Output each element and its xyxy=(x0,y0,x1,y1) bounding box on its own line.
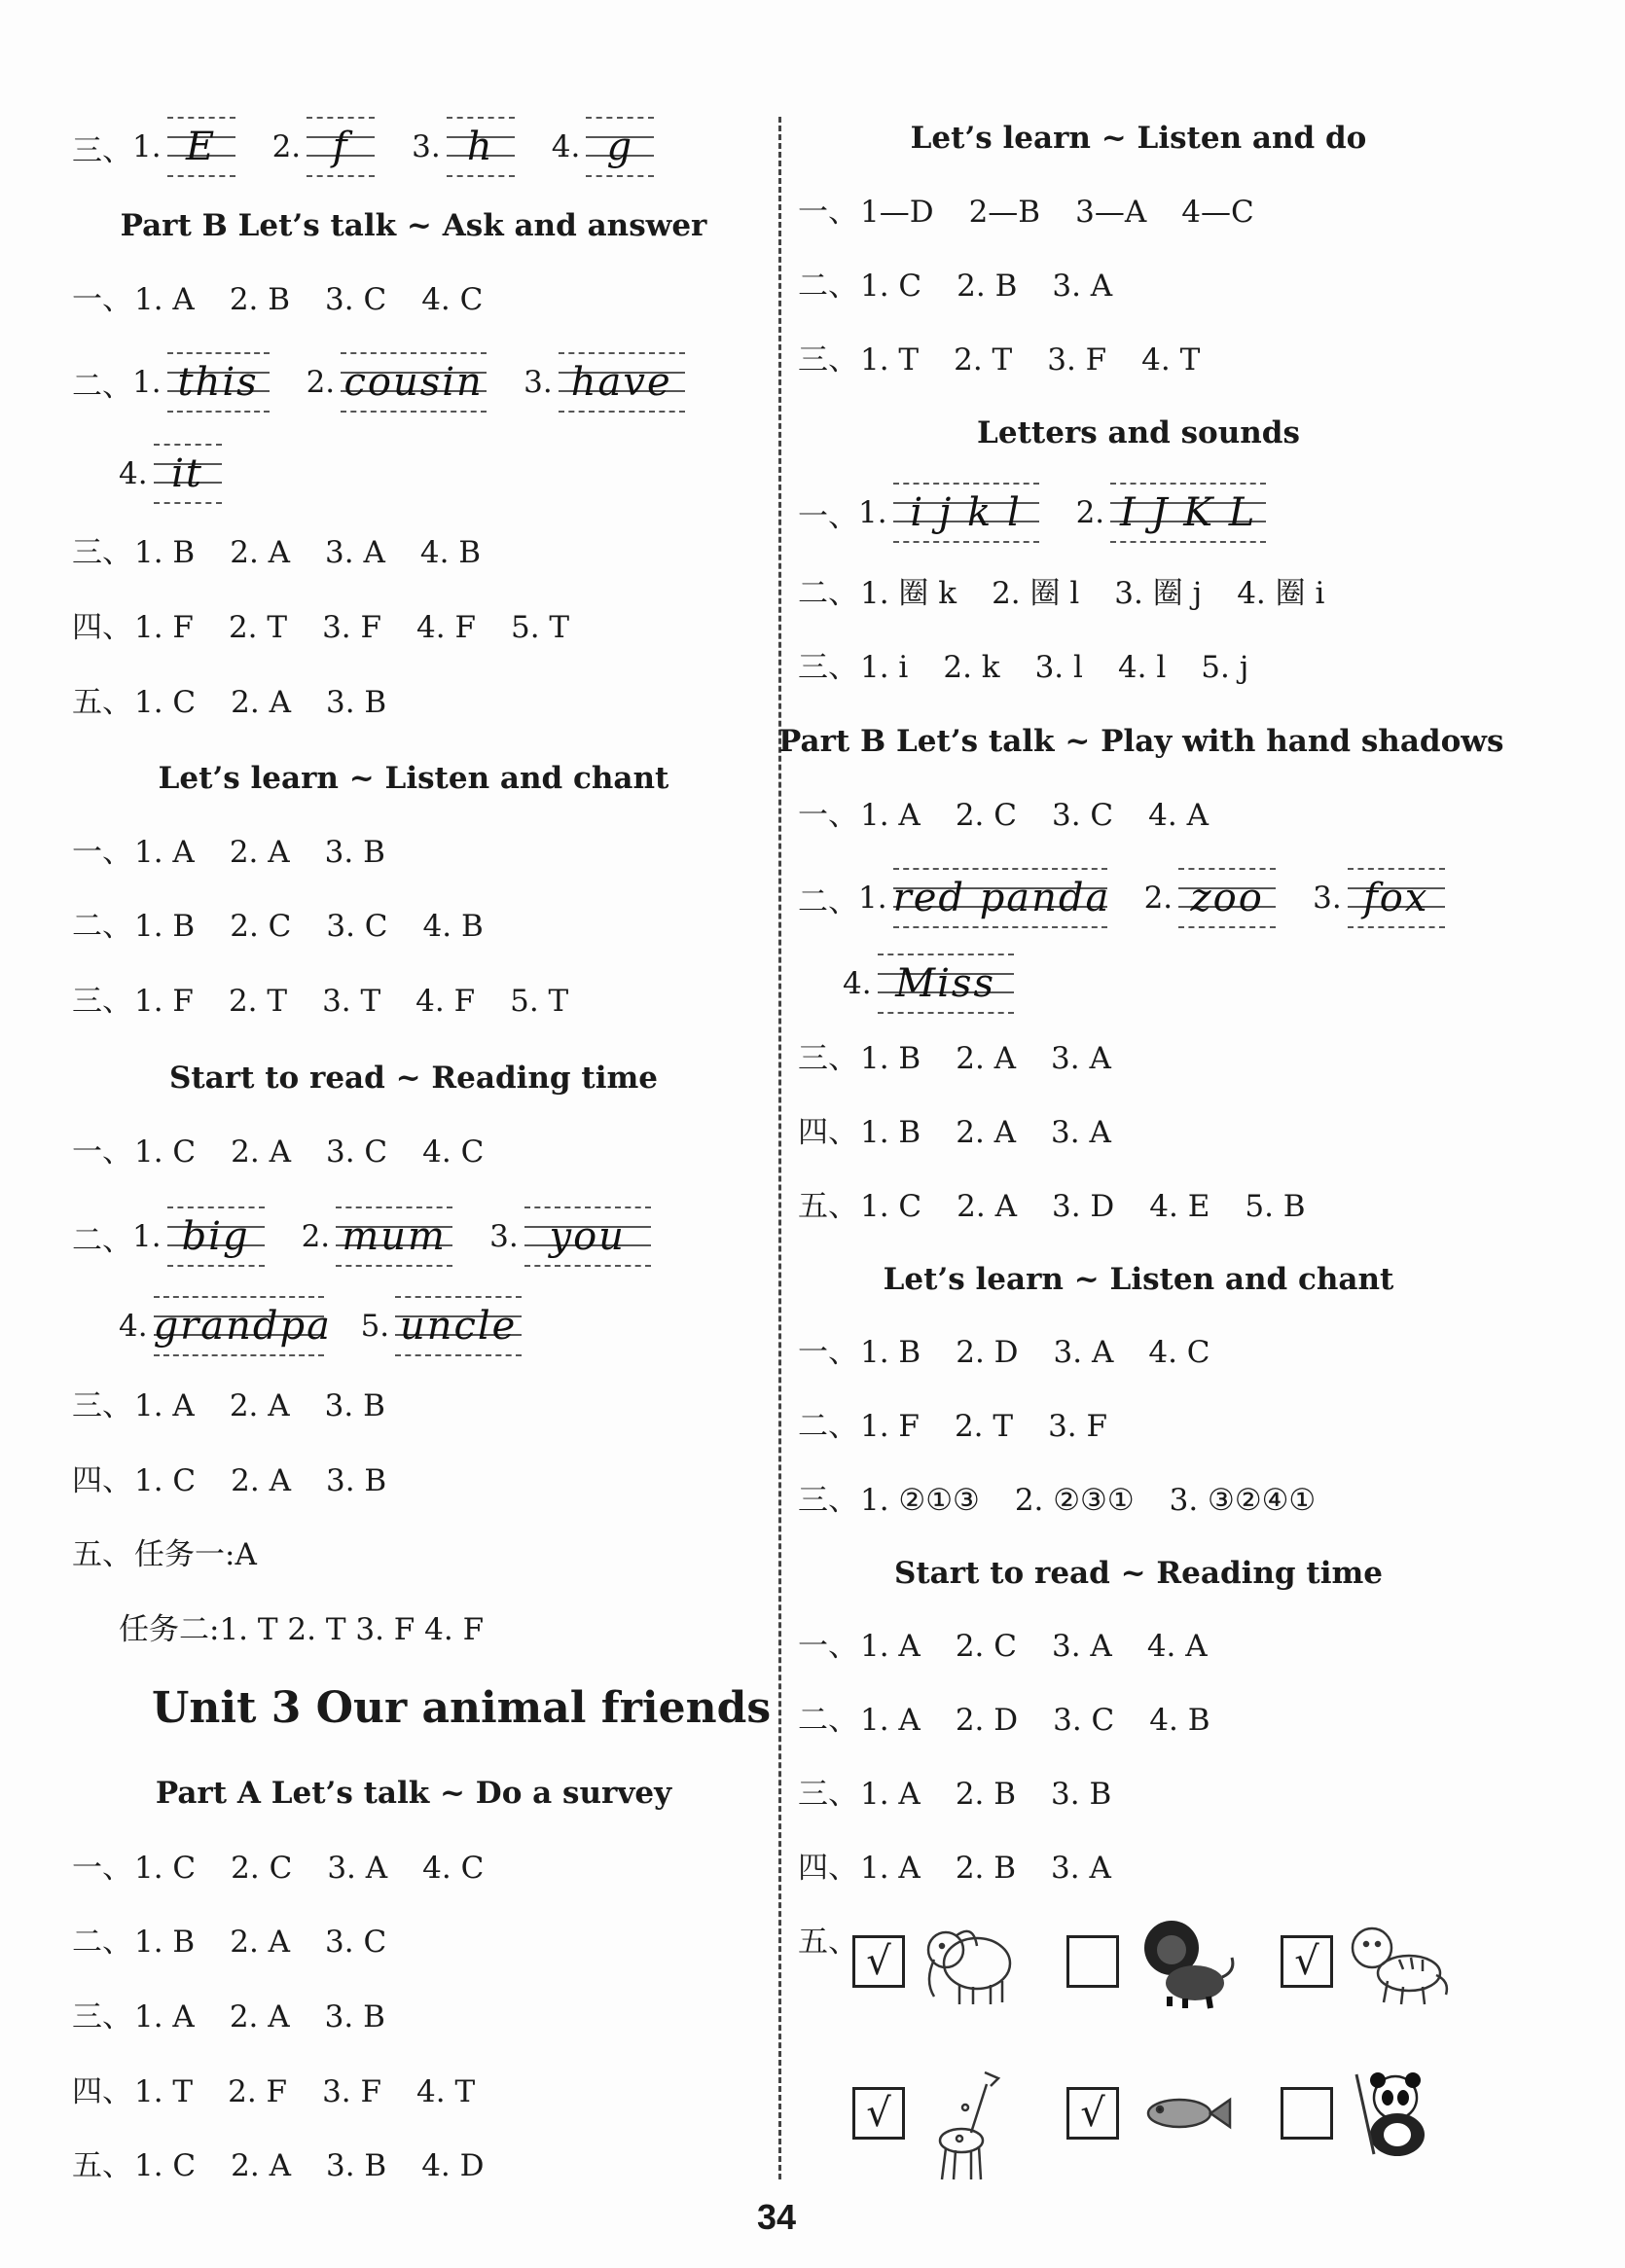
answer-item: 1. A xyxy=(134,1388,195,1423)
section-heading: Part B Let’s talk ~ Ask and answer xyxy=(120,208,707,243)
writing-box xyxy=(1178,868,1276,928)
question-number: 四、 xyxy=(72,2074,132,2109)
item-number: 1. xyxy=(858,881,887,916)
answer-item: 2. A xyxy=(957,1189,1017,1224)
answer-line xyxy=(72,1386,420,1425)
answer-item: 2. F xyxy=(228,2074,288,2109)
answer-item: 3. C xyxy=(325,1925,387,1960)
handwritten-answer: E xyxy=(185,125,217,169)
handwriting-line xyxy=(72,117,691,177)
answer-item: 2. A xyxy=(231,2148,291,2183)
question-number: 二、 xyxy=(72,1222,132,1258)
answer-item: 2. C xyxy=(230,909,292,944)
fish-picture xyxy=(1131,2065,1238,2162)
answer-item: 3. B xyxy=(325,1463,387,1498)
answer-item: 2. C xyxy=(955,1629,1017,1664)
answer-item: 2. 圈 l xyxy=(992,576,1080,611)
question-number: 三、 xyxy=(798,650,858,685)
answer-line xyxy=(72,1461,421,1500)
answer-item: 1. A xyxy=(134,282,195,317)
answer-line xyxy=(72,608,604,647)
answer-item: 2. A xyxy=(230,1925,291,1960)
answer-item: 2. D xyxy=(955,1703,1019,1738)
handwritten-answer: g xyxy=(606,125,634,169)
answer-item: 2. B xyxy=(955,1851,1017,1886)
answer-item: 2. B xyxy=(229,282,291,317)
item-number: 4. xyxy=(551,129,581,164)
question-number: 二、 xyxy=(798,1409,858,1444)
question-number: 五、 xyxy=(72,2148,132,2183)
question-number: 一、 xyxy=(798,195,858,230)
question-number: 二、 xyxy=(798,269,858,304)
answer-item: 2—B xyxy=(968,195,1041,230)
answer-item: 3. C xyxy=(325,1134,388,1170)
handwriting-line xyxy=(72,352,722,413)
writing-box xyxy=(167,117,235,177)
answer-item: 3. l xyxy=(1034,650,1083,685)
item-number: 4. xyxy=(119,1309,148,1344)
item-number: 3. xyxy=(1313,881,1342,916)
question-number: 一、 xyxy=(798,798,858,833)
writing-box xyxy=(341,352,487,413)
handwritten-answer: red panda xyxy=(892,876,1111,920)
handwritten-answer: f xyxy=(332,125,349,169)
writing-box xyxy=(307,117,375,177)
answer-item: 2. k xyxy=(943,650,1000,685)
answer-item: 3. F xyxy=(322,2074,382,2109)
answer-item: 2. T xyxy=(954,342,1013,378)
checkbox xyxy=(1281,2087,1333,2140)
answer-item: 1. A xyxy=(860,1777,921,1812)
answer-line xyxy=(72,982,603,1021)
answer-item: 4. B xyxy=(422,909,484,944)
answer-item: 1. 圈 k xyxy=(860,576,957,611)
answer-item: 2. C xyxy=(955,798,1017,833)
answer-item: 3. A xyxy=(1051,1115,1111,1150)
answer-item: 3. A xyxy=(1053,1335,1114,1370)
giraffe-picture xyxy=(917,2065,1024,2162)
writing-box xyxy=(154,444,222,504)
answer-line xyxy=(798,574,1359,613)
answer-item: 1. B xyxy=(134,1925,196,1960)
answer-item: 4. F xyxy=(415,984,476,1019)
unit-title: Unit 3 Our animal friends xyxy=(152,1683,772,1733)
answer-item: 4. C xyxy=(422,1851,485,1886)
question-number: 二、 xyxy=(72,1925,132,1960)
handwritten-answer: grandpa xyxy=(153,1304,332,1349)
answer-item: 3. A xyxy=(1052,269,1113,304)
question-number: 三、 xyxy=(798,342,858,378)
writing-box xyxy=(559,352,685,413)
answer-item: 3. A xyxy=(1051,1629,1112,1664)
item-number: 2. xyxy=(271,129,302,164)
handwritten-answer: have xyxy=(570,360,672,405)
answer-item: 1. B xyxy=(860,1335,921,1370)
answer-item: 3. B xyxy=(1051,1777,1112,1812)
writing-box xyxy=(395,1296,522,1356)
checkbox: √ xyxy=(852,2087,905,2140)
answer-line xyxy=(798,267,1147,306)
answer-item: 3. D xyxy=(1051,1189,1115,1224)
item-number: 3. xyxy=(412,129,441,164)
answer-item: 2. T xyxy=(954,1409,1014,1444)
answer-item: 5. T xyxy=(510,610,570,645)
answer-item: 3. C xyxy=(1053,1703,1115,1738)
section-heading: Let’s learn ~ Listen and chant xyxy=(883,1262,1394,1297)
answer-item: 1. A xyxy=(860,1851,921,1886)
answer-line xyxy=(72,2146,520,2185)
lion-picture xyxy=(1131,1913,1238,2010)
answer-item: 3. B xyxy=(325,685,387,720)
item-number: 3. xyxy=(524,365,553,400)
answer-item: 1. C xyxy=(134,1134,197,1170)
answer-line xyxy=(72,1535,257,1574)
answer-item: 5. j xyxy=(1201,650,1249,685)
writing-box xyxy=(892,868,1111,928)
answer-item: 4. B xyxy=(1149,1703,1210,1738)
handwritten-answer: cousin xyxy=(343,360,484,405)
item-number: 5. xyxy=(360,1309,390,1344)
question-number: 一、 xyxy=(72,1851,132,1886)
answer-item: 1. C xyxy=(134,2148,197,2183)
answer-item: 1. C xyxy=(134,1463,197,1498)
checkbox xyxy=(1066,1935,1119,1988)
question-number: 三、 xyxy=(72,1999,132,2034)
question-number: 三、 xyxy=(72,984,132,1019)
item-number: 1. xyxy=(858,495,887,530)
panda-picture xyxy=(1345,2065,1452,2162)
section-heading: Part A Let’s talk ~ Do a survey xyxy=(155,1776,672,1811)
answer-item: 2. C xyxy=(231,1851,293,1886)
answer-line xyxy=(798,1113,1146,1152)
answer-item: 1. A xyxy=(860,798,921,833)
writing-box xyxy=(1110,483,1266,543)
answer-item: 3. A xyxy=(1051,1041,1111,1076)
answer-item: 3. B xyxy=(324,835,385,870)
answer-item: 2. A xyxy=(956,1041,1017,1076)
question-number: 三、 xyxy=(798,1777,858,1812)
handwritten-answer: Miss xyxy=(895,961,995,1006)
question-number: 四、 xyxy=(72,610,132,645)
answer-line xyxy=(798,1627,1243,1666)
answer-line xyxy=(798,193,1289,232)
answer-item: 3. T xyxy=(322,984,381,1019)
answer-item: 1. B xyxy=(134,535,196,570)
answer-item: 1. A xyxy=(860,1629,921,1664)
question-number: 二、 xyxy=(798,883,858,919)
question-number: 三、 xyxy=(798,1483,858,1518)
section-heading: Let’s learn ~ Listen and chant xyxy=(158,761,669,796)
answer-line xyxy=(798,796,1244,835)
answer-item: 3. A xyxy=(327,1851,388,1886)
question-number: 三、 xyxy=(72,1388,132,1423)
answer-item: 1. C xyxy=(860,269,922,304)
question-number: 一、 xyxy=(72,835,132,870)
answer-item: 2. ②③① xyxy=(1014,1483,1135,1518)
question-number: 一、 xyxy=(72,1134,132,1170)
item-number: 1. xyxy=(132,365,162,400)
answer-item: 4—C xyxy=(1181,195,1254,230)
answer-item: 1. F xyxy=(134,984,194,1019)
answer-line xyxy=(798,1701,1246,1740)
answer-item: 4. l xyxy=(1117,650,1167,685)
answer-item: 3. 圈 j xyxy=(1114,576,1203,611)
handwriting-line xyxy=(119,1296,559,1356)
handwritten-answer: this xyxy=(177,360,259,405)
answer-item: 1. B xyxy=(860,1041,921,1076)
answer-item: 5. B xyxy=(1245,1189,1306,1224)
item-number: 2. xyxy=(1143,881,1174,916)
answer-line xyxy=(798,1407,1142,1446)
answer-item: 4. A xyxy=(1146,1629,1208,1664)
question-number: 三、 xyxy=(798,1041,858,1076)
question-number: 五、 xyxy=(72,1537,132,1572)
writing-box xyxy=(893,483,1039,543)
question-number: 二、 xyxy=(798,1703,858,1738)
answer-item: 2. A xyxy=(229,835,290,870)
answer-item: 1. F xyxy=(860,1409,920,1444)
handwritten-answer: fox xyxy=(1363,876,1429,920)
answer-item: 3. C xyxy=(1051,798,1114,833)
answer-item: 3. F xyxy=(1048,1409,1108,1444)
answer-item: 1. B xyxy=(860,1115,921,1150)
answer-item: 1. C xyxy=(134,1851,197,1886)
writing-box xyxy=(878,954,1014,1014)
section-heading: Part B Let’s talk ~ Play with hand shadows xyxy=(778,724,1504,759)
answer-item: 3. C xyxy=(326,909,388,944)
answer-item: 1—D xyxy=(860,195,934,230)
answer-item: 2. B xyxy=(957,269,1018,304)
answer-item: 3. F xyxy=(1047,342,1107,378)
question-number: 一、 xyxy=(798,498,858,534)
answer-item: 1. C xyxy=(134,685,197,720)
answer-item: 2. A xyxy=(229,1388,290,1423)
answer-line xyxy=(798,1775,1146,1814)
handwriting-line xyxy=(843,954,1051,1014)
handwritten-answer: h xyxy=(466,125,494,169)
checkbox: √ xyxy=(1281,1935,1333,1988)
answer-item: 2. D xyxy=(956,1335,1019,1370)
checkbox: √ xyxy=(1066,2087,1119,2140)
writing-box xyxy=(153,1296,332,1356)
answer-item: 4. C xyxy=(1148,1335,1210,1370)
item-number: 1. xyxy=(132,129,162,164)
handwritten-answer: zoo xyxy=(1190,876,1264,920)
item-number: 2. xyxy=(1075,495,1105,530)
answer-item: 1. T xyxy=(860,342,920,378)
question-number: 四、 xyxy=(72,1463,132,1498)
answer-item: 2. A xyxy=(229,1999,290,2034)
handwritten-answer: i j k l xyxy=(910,490,1022,535)
answer-item: 4. C xyxy=(422,1134,485,1170)
handwritten-answer: I J K L xyxy=(1119,490,1257,535)
answer-line xyxy=(72,1849,519,1888)
section-heading: Let’s learn ~ Listen and do xyxy=(910,121,1367,156)
answer-line xyxy=(72,533,516,572)
answer-item: 2. B xyxy=(955,1777,1017,1812)
item-number: 4. xyxy=(843,966,872,1001)
question-number: 二、 xyxy=(72,368,132,404)
question-number: 三、 xyxy=(72,535,132,570)
answer-item: 4. T xyxy=(416,2074,476,2109)
answer-item: 3. B xyxy=(324,1999,385,2034)
answer-text: 任务二:1. T 2. T 3. F 4. F xyxy=(119,1612,485,1647)
answer-item: 4. C xyxy=(421,282,484,317)
page-number: 34 xyxy=(757,2197,797,2237)
answer-item: 3. A xyxy=(325,535,385,570)
answer-item: 4. B xyxy=(419,535,482,570)
answer-line xyxy=(72,2072,510,2111)
item-number: 3. xyxy=(489,1219,519,1254)
answer-item: 2. A xyxy=(231,685,291,720)
answer-item: 3. B xyxy=(325,2148,387,2183)
writing-box xyxy=(1348,868,1445,928)
answer-line xyxy=(72,1923,421,1962)
answer-item: 1. A xyxy=(134,835,195,870)
answer-line xyxy=(798,1849,1146,1888)
answer-item: 2. T xyxy=(228,984,288,1019)
answer-item: 5. T xyxy=(510,984,569,1019)
question-number: 四、 xyxy=(798,1115,858,1150)
item-number: 2. xyxy=(301,1219,331,1254)
answer-item: 3. C xyxy=(325,282,387,317)
writing-box xyxy=(336,1206,452,1267)
answer-item: 4. E xyxy=(1149,1189,1210,1224)
handwritten-answer: uncle xyxy=(399,1304,518,1349)
answer-line xyxy=(72,1998,420,2036)
answer-item: 3. A xyxy=(1051,1851,1111,1886)
writing-box xyxy=(167,1206,265,1267)
handwriting-line xyxy=(798,868,1482,928)
answer-line xyxy=(72,683,421,722)
question-number: 一、 xyxy=(72,282,132,317)
question-number: 三、 xyxy=(72,132,132,168)
handwritten-answer: big xyxy=(181,1214,250,1259)
answer-item: 2. T xyxy=(228,610,288,645)
answer-line xyxy=(119,1610,484,1649)
answer-line xyxy=(72,280,518,319)
answer-line xyxy=(72,833,420,872)
question-number: 一、 xyxy=(798,1335,858,1370)
question-number: 五、 xyxy=(798,1925,858,1960)
answer-item: 3. F xyxy=(322,610,382,645)
question-number: 二、 xyxy=(798,576,858,611)
item-number: 2. xyxy=(306,365,336,400)
elephant-picture xyxy=(917,1913,1024,2010)
section-heading: Start to read ~ Reading time xyxy=(893,1556,1384,1591)
tiger-picture xyxy=(1345,1913,1452,2010)
answer-line xyxy=(798,1039,1146,1078)
writing-box xyxy=(447,117,515,177)
handwritten-answer: you xyxy=(549,1214,626,1259)
answer-item: 3. B xyxy=(324,1388,385,1423)
question-number: 五、 xyxy=(72,685,132,720)
answer-item: 4. 圈 i xyxy=(1237,576,1325,611)
answer-line xyxy=(798,648,1283,687)
answer-item: 2. A xyxy=(231,1463,291,1498)
answer-item: 1. A xyxy=(860,1703,921,1738)
answer-item: 2. A xyxy=(230,535,291,570)
answer-item: 4. A xyxy=(1148,798,1209,833)
item-number: 1. xyxy=(132,1219,162,1254)
handwritten-answer: it xyxy=(171,451,204,496)
answer-item: 2. A xyxy=(956,1115,1017,1150)
writing-box xyxy=(167,352,270,413)
answer-line xyxy=(798,1481,1351,1520)
answer-line xyxy=(798,1187,1341,1226)
answer-item: 1. i xyxy=(860,650,909,685)
answer-item: 1. F xyxy=(134,610,194,645)
item-number: 4. xyxy=(119,456,148,491)
question-number: 一、 xyxy=(798,1629,858,1664)
answer-item: 2. A xyxy=(231,1134,291,1170)
answer-item: 4. F xyxy=(416,610,476,645)
answer-line xyxy=(72,1133,519,1171)
answer-item: 1. B xyxy=(134,909,196,944)
answer-item: 3. ③②④① xyxy=(1169,1483,1317,1518)
handwriting-line xyxy=(798,483,1303,543)
writing-box xyxy=(586,117,654,177)
question-number: 四、 xyxy=(798,1851,858,1886)
handwriting-line xyxy=(72,1206,688,1267)
answer-text: 任务一:A xyxy=(134,1537,257,1572)
answer-line xyxy=(72,907,519,946)
handwritten-answer: mum xyxy=(342,1214,447,1259)
animal-row xyxy=(852,1913,1495,2010)
checkbox: √ xyxy=(852,1935,905,1988)
animal-row xyxy=(852,2065,1495,2162)
answer-item: 1. C xyxy=(860,1189,922,1224)
handwriting-line xyxy=(119,444,259,504)
question-number: 二、 xyxy=(72,909,132,944)
answer-item: 1. A xyxy=(134,1999,195,2034)
writing-box xyxy=(524,1206,651,1267)
answer-item: 3—A xyxy=(1075,195,1147,230)
section-heading: Start to read ~ Reading time xyxy=(168,1061,659,1096)
question-number: 五、 xyxy=(798,1189,858,1224)
answer-item: 1. ②①③ xyxy=(860,1483,980,1518)
answer-line xyxy=(798,1333,1246,1372)
answer-line xyxy=(798,341,1235,379)
answer-item: 4. T xyxy=(1141,342,1201,378)
answer-item: 4. D xyxy=(421,2148,485,2183)
section-heading: Letters and sounds xyxy=(977,415,1300,450)
answer-item: 1. T xyxy=(134,2074,194,2109)
